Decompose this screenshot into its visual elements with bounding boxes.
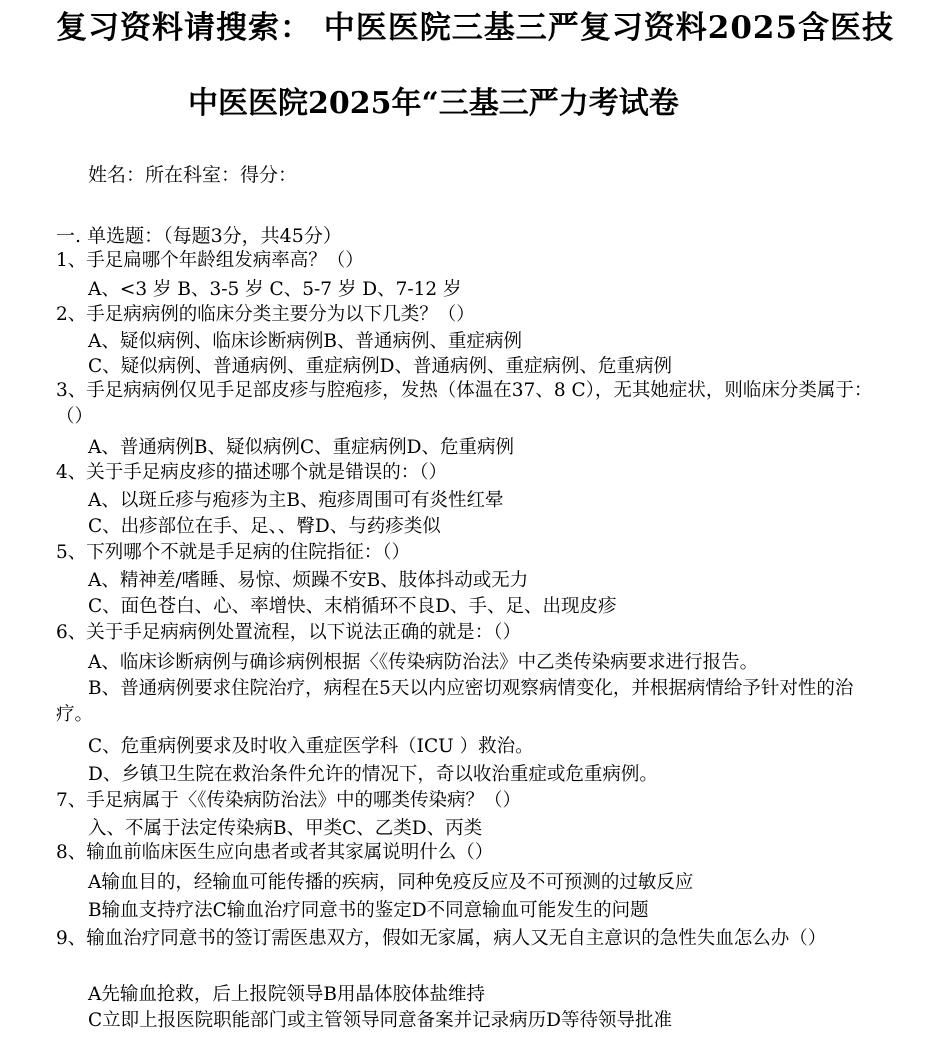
question-6-stem: 6、关于手足病病例处置流程，以下说法正确的就是：（） [56,622,522,643]
candidate-info-line: 姓名：所在科室：得分： [88,164,298,186]
question-4-stem: 4、关于手足病皮疹的描述哪个就是错误的：（） [56,462,448,483]
question-7-options: 入、不属于法定传染病B、甲类C、乙类D、丙类 [88,818,483,839]
question-7-stem: 7、手足病属于〈《传染病防治法》中的哪类传染病？（） [56,790,522,811]
question-8-options-line-2: B输血支持疗法C输血治疗同意书的鉴定D不同意输血可能发生的问题 [88,900,649,921]
question-9-options-line-1: A先输血抢救，后上报院领导B用晶体胶体盐维持 [88,984,485,1005]
question-6-option-c: C、危重病例要求及时收入重症医学科（ICU ）救治。 [88,736,534,757]
question-4-options-line-2: C、出疹部位在手、足、、臀D、与药疹类似 [88,516,441,537]
question-8-stem: 8、输血前临床医生应向患者或者其家属说明什么（） [56,842,494,863]
question-1-options: A、<3 岁 B、3-5 岁 C、5-7 岁 D、7-12 岁 [88,279,462,300]
question-6-option-b: B、普通病例要求住院治疗，病程在5天以内应密切观察病情变化，并根据病情给予针对性的治疗。 [56,678,854,725]
question-5-options-line-2: C、面色苍白、心、率增快、末梢循环不良D、手、足、出现皮疹 [88,596,617,617]
question-5-options-line-1: A、精神差/嗜睡、易惊、烦躁不安B、肢体抖动或无力 [88,570,529,591]
question-3-stem: 3、手足病病例仅见手足部皮疹与腔疱疹，发热（体温在37、8 C），无其她症状，则临床分类属于：（） [56,380,873,427]
question-6-option-a: A、临床诊断病例与确诊病例根据〈《传染病防治法》中乙类传染病要求进行报告。 [88,652,759,673]
section-heading: 一. 单选题：（每题3分，共45分） [56,225,342,247]
search-banner: 复习资料请搜索： 中医医院三基三严复习资料2025含医技 [55,10,895,46]
question-2-stem: 2、手足病病例的临床分类主要分为以下几类？（） [56,304,475,325]
question-2-options-line-1: A、疑似病例、临床诊断病例B、普通病例、重症病例 [88,331,522,352]
question-9-stem: 9、输血治疗同意书的签订需医患双方，假如无家属，病人又无自主意识的急性失血怎么办（） [56,928,827,949]
question-5-stem: 5、下列哪个不就是手足病的住院指征：（） [56,542,411,563]
question-9-options-line-2: C立即上报医院职能部门或主管领导同意备案并记录病历D等待领导批准 [88,1010,672,1031]
question-2-options-line-2: C、疑似病例、普通病例、重症病例D、普通病例、重症病例、危重病例 [88,356,672,377]
question-8-options-line-1: A输血目的，经输血可能传播的疾病，同种免疫反应及不可预测的过敏反应 [88,872,694,893]
question-3-options: A、普通病例B、疑似病例C、重症病例D、危重病例 [88,437,514,458]
question-1-stem: 1、手足扁哪个年龄组发病率高？（） [56,250,364,271]
question-4-options-line-1: A、以斑丘疹与疱疹为主B、疱疹周围可有炎性红晕 [88,490,504,511]
exam-title: 中医医院2025年“三基三严力考试卷 [188,86,679,121]
question-6-option-d: D、乡镇卫生院在救治条件允许的情况下，奇以收治重症或危重病例。 [88,764,658,785]
